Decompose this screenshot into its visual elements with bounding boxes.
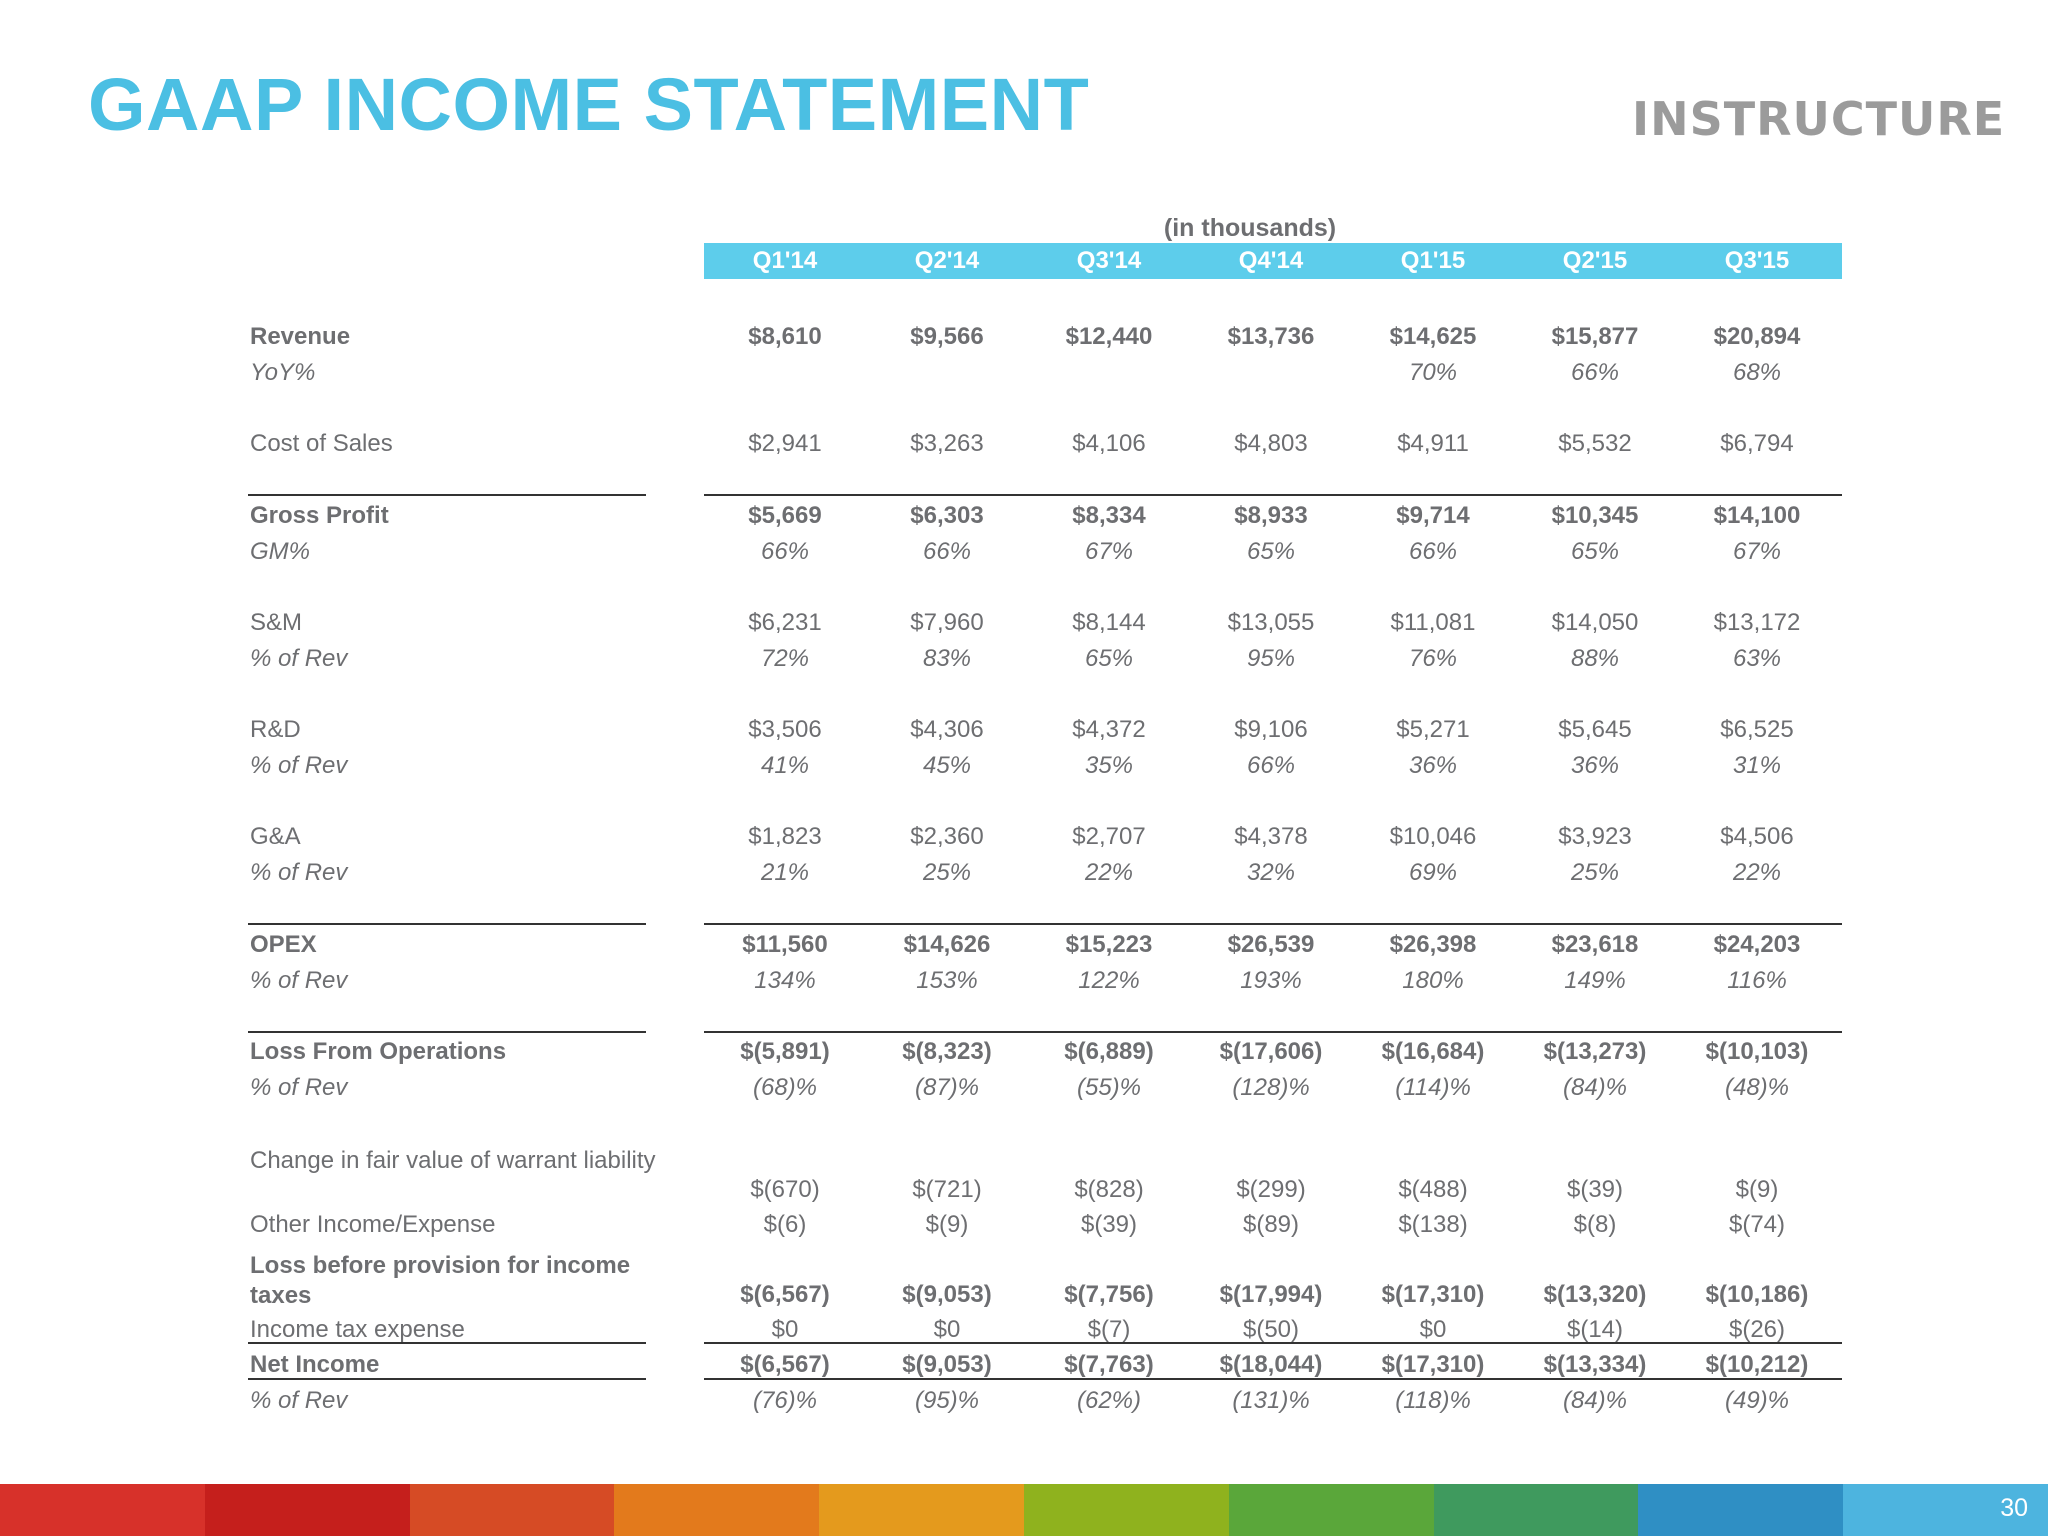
quarter-header: Q2'14 (914, 247, 980, 274)
cell-value: $0 (771, 1316, 799, 1343)
cell-value: $(10,186) (1705, 1281, 1809, 1308)
cell-value: $(6,567) (740, 1351, 830, 1378)
row-revenue (0, 321, 2048, 353)
row-cost-of-sales (0, 428, 2048, 460)
cell-value: $(89) (1242, 1211, 1300, 1238)
row-loss-from-operations (0, 1036, 2048, 1068)
row-label: G&A (250, 823, 301, 850)
cell-value: $(7) (1087, 1316, 1131, 1343)
row-label: Cost of Sales (250, 430, 393, 457)
footer-color-segment (1434, 1484, 1640, 1536)
cell-value: 83% (922, 645, 972, 672)
cell-value: 76% (1408, 645, 1458, 672)
cell-value: $9,714 (1396, 502, 1470, 529)
cell-value: (48)% (1724, 1074, 1790, 1101)
row-ga (0, 821, 2048, 853)
cell-value: $(488) (1398, 1176, 1468, 1203)
cell-value: $(13,334) (1543, 1351, 1647, 1378)
cell-value: (68)% (752, 1074, 818, 1101)
cell-value: $4,106 (1072, 430, 1146, 457)
cell-value: $(5,891) (740, 1038, 830, 1065)
cell-value: $4,803 (1234, 430, 1308, 457)
cell-value: $12,440 (1065, 323, 1153, 350)
cell-value: $10,345 (1551, 502, 1639, 529)
cell-value: $(39) (1566, 1176, 1624, 1203)
cell-value: 45% (922, 752, 972, 779)
cell-value: $(9,053) (902, 1351, 992, 1378)
cell-value: $23,618 (1551, 931, 1639, 958)
row-warrant-liability (0, 1147, 2048, 1206)
cell-value: (128)% (1232, 1074, 1310, 1101)
cell-value: 153% (916, 967, 978, 994)
footer-color-segment (1229, 1484, 1435, 1536)
cell-value: 67% (1732, 538, 1782, 565)
quarter-header: Q2'15 (1562, 247, 1628, 274)
cell-value: $(17,310) (1381, 1281, 1485, 1308)
cell-value: 66% (1408, 538, 1458, 565)
cell-value: (131)% (1232, 1387, 1310, 1414)
cell-value: 116% (1727, 967, 1787, 994)
row-label: Net Income (250, 1351, 380, 1378)
cell-value: $2,707 (1072, 823, 1146, 850)
cell-value: $4,306 (910, 716, 984, 743)
cell-value: $(26) (1728, 1316, 1786, 1343)
cell-value: (118)% (1395, 1387, 1471, 1414)
cell-value: $11,081 (1390, 609, 1476, 636)
cell-value: 65% (1570, 538, 1620, 565)
footer-color-segment (0, 1484, 206, 1536)
cell-value: (87)% (914, 1074, 980, 1101)
cell-value: $(14) (1566, 1316, 1624, 1343)
cell-value: 25% (1570, 859, 1620, 886)
cell-value: $6,231 (748, 609, 822, 636)
cell-value: (95)% (914, 1387, 980, 1414)
cell-value: $(17,994) (1219, 1281, 1323, 1308)
cell-value: $(39) (1080, 1211, 1138, 1238)
cell-value: 95% (1246, 645, 1296, 672)
cell-value: 36% (1408, 752, 1458, 779)
quarter-header: Q4'14 (1238, 247, 1304, 274)
cell-value: $13,736 (1227, 323, 1315, 350)
cell-value: $14,625 (1389, 323, 1477, 350)
cell-value: $(13,320) (1543, 1281, 1647, 1308)
row-label: % of Rev (250, 967, 348, 994)
row-label: % of Rev (250, 645, 348, 672)
quarter-header: Q1'15 (1400, 247, 1466, 274)
row-rd (0, 714, 2048, 746)
cell-value: $(828) (1074, 1176, 1144, 1203)
unit-note: (in thousands) (1163, 214, 1337, 242)
row-yoy-pct (0, 357, 2048, 389)
cell-value: $15,877 (1551, 323, 1639, 350)
cell-value: 63% (1732, 645, 1782, 672)
row-gross-profit (0, 500, 2048, 532)
cell-value: $(9) (1735, 1176, 1779, 1203)
table-divider (248, 1342, 646, 1344)
quarter-header: Q3'15 (1724, 247, 1790, 274)
footer-color-segment (819, 1484, 1025, 1536)
cell-value: $26,398 (1389, 931, 1477, 958)
cell-value: (76)% (752, 1387, 818, 1414)
cell-value: $5,271 (1396, 716, 1470, 743)
cell-value: $(138) (1398, 1211, 1468, 1238)
row-label: OPEX (250, 931, 317, 958)
cell-value: 66% (922, 538, 972, 565)
cell-value: $26,539 (1227, 931, 1315, 958)
cell-value: $8,144 (1072, 609, 1146, 636)
cell-value: $6,525 (1720, 716, 1794, 743)
instructure-logo: INSTRUCTURE (1632, 92, 2006, 146)
cell-value: 68% (1732, 359, 1782, 386)
cell-value: $(17,606) (1219, 1038, 1323, 1065)
cell-value: 35% (1084, 752, 1134, 779)
cell-value: $14,626 (903, 931, 991, 958)
cell-value: $1,823 (748, 823, 822, 850)
table-divider (704, 494, 1842, 496)
row-label: Gross Profit (250, 502, 389, 529)
table-divider (704, 1031, 1842, 1033)
cell-value: 65% (1084, 645, 1134, 672)
cell-value: $(9,053) (902, 1281, 992, 1308)
row-label: Loss From Operations (250, 1038, 507, 1065)
row-label: Other Income/Expense (250, 1211, 496, 1238)
cell-value: $(50) (1242, 1316, 1300, 1343)
row-net-income (0, 1349, 2048, 1381)
cell-value: $(6) (763, 1211, 807, 1238)
cell-value: $0 (1419, 1316, 1447, 1343)
cell-value: (84)% (1562, 1387, 1628, 1414)
cell-value: (84)% (1562, 1074, 1628, 1101)
row-other-income-expense (0, 1209, 2048, 1241)
table-divider (704, 923, 1842, 925)
cell-value: $(721) (912, 1176, 982, 1203)
cell-value: $(9) (925, 1211, 969, 1238)
cell-value: $4,372 (1072, 716, 1146, 743)
cell-value: 66% (1246, 752, 1296, 779)
quarter-header: Q3'14 (1076, 247, 1142, 274)
cell-value: 149% (1564, 967, 1626, 994)
table-divider (248, 494, 646, 496)
footer-color-segment (410, 1484, 616, 1536)
table-divider (704, 1342, 1842, 1344)
row-opex-pct-of-rev (0, 965, 2048, 997)
cell-value: (114)% (1395, 1074, 1471, 1101)
cell-value: 32% (1246, 859, 1296, 886)
cell-value: 67% (1084, 538, 1134, 565)
cell-value: 69% (1408, 859, 1458, 886)
footer-color-band (0, 1484, 2048, 1536)
cell-value: 22% (1084, 859, 1134, 886)
cell-value: $24,203 (1713, 931, 1801, 958)
cell-value: 122% (1078, 967, 1140, 994)
footer-color-segment (205, 1484, 411, 1536)
cell-value: $15,223 (1065, 931, 1153, 958)
cell-value: $(6,567) (740, 1281, 830, 1308)
cell-value: $(8,323) (902, 1038, 992, 1065)
cell-value: $8,334 (1072, 502, 1146, 529)
cell-value: $7,960 (910, 609, 984, 636)
cell-value: $3,506 (748, 716, 822, 743)
cell-value: $(74) (1728, 1211, 1786, 1238)
cell-value: $(13,273) (1543, 1038, 1647, 1065)
cell-value: 180% (1402, 967, 1464, 994)
cell-value: 65% (1246, 538, 1296, 565)
cell-value: $(6,889) (1064, 1038, 1154, 1065)
row-label: Revenue (250, 323, 351, 350)
cell-value: 66% (1570, 359, 1620, 386)
row-sm (0, 607, 2048, 639)
row-label: YoY% (250, 359, 316, 386)
cell-value: $20,894 (1713, 323, 1801, 350)
cell-value: 31% (1732, 752, 1782, 779)
cell-value: $2,360 (910, 823, 984, 850)
footer-color-segment (1638, 1484, 1844, 1536)
row-sm-pct-of-rev (0, 643, 2048, 675)
cell-value: $3,923 (1558, 823, 1632, 850)
footer-color-segment (614, 1484, 820, 1536)
table-divider (704, 1378, 1842, 1380)
cell-value: $(8) (1573, 1211, 1617, 1238)
cell-value: (62%) (1076, 1387, 1142, 1414)
cell-value: $14,050 (1551, 609, 1639, 636)
cell-value: (49)% (1724, 1387, 1790, 1414)
row-ga-pct-of-rev (0, 857, 2048, 889)
row-label: R&D (250, 716, 301, 743)
cell-value: $14,100 (1713, 502, 1801, 529)
footer-color-segment (1024, 1484, 1230, 1536)
row-loss-ops-pct-of-rev (0, 1072, 2048, 1104)
cell-value: $3,263 (910, 430, 984, 457)
cell-value: $0 (933, 1316, 961, 1343)
cell-value: $(7,756) (1064, 1281, 1154, 1308)
row-label: % of Rev (250, 859, 348, 886)
cell-value: $(10,103) (1705, 1038, 1809, 1065)
cell-value: $9,106 (1234, 716, 1308, 743)
cell-value: $8,610 (748, 323, 822, 350)
table-divider (248, 1378, 646, 1380)
cell-value: $13,172 (1713, 609, 1801, 636)
cell-value: $6,794 (1720, 430, 1794, 457)
cell-value: 41% (760, 752, 810, 779)
cell-value: $5,532 (1558, 430, 1632, 457)
table-divider (248, 923, 646, 925)
cell-value: $10,046 (1389, 823, 1477, 850)
cell-value: $8,933 (1234, 502, 1308, 529)
cell-value: 70% (1408, 359, 1458, 386)
cell-value: 72% (760, 645, 810, 672)
cell-value: $4,378 (1234, 823, 1308, 850)
cell-value: $(10,212) (1705, 1351, 1809, 1378)
cell-value: 193% (1240, 967, 1302, 994)
cell-value: $9,566 (910, 323, 984, 350)
cell-value: 21% (760, 859, 810, 886)
cell-value: $11,560 (742, 931, 828, 958)
cell-value: $(299) (1236, 1176, 1306, 1203)
cell-value: 22% (1732, 859, 1782, 886)
row-label: Loss before provision for income taxes (250, 1252, 631, 1309)
cell-value: 88% (1570, 645, 1620, 672)
cell-value: $(670) (750, 1176, 820, 1203)
cell-value: 25% (922, 859, 972, 886)
page-number: 30 (2000, 1494, 2028, 1522)
row-label: Income tax expense (250, 1316, 465, 1343)
cell-value: $2,941 (748, 430, 822, 457)
row-label: GM% (250, 538, 310, 565)
cell-value: $(18,044) (1219, 1351, 1323, 1378)
cell-value: $(17,310) (1381, 1351, 1485, 1378)
cell-value: 134% (754, 967, 816, 994)
cell-value: $5,669 (748, 502, 822, 529)
cell-value: $13,055 (1227, 609, 1315, 636)
row-label: Change in fair value of warrant liability (250, 1147, 656, 1174)
cell-value: $4,911 (1397, 430, 1469, 457)
quarter-header-bar (704, 243, 1842, 279)
row-gm-pct (0, 536, 2048, 568)
row-opex (0, 929, 2048, 961)
quarter-header: Q1'14 (752, 247, 818, 274)
table-divider (248, 1031, 646, 1033)
cell-value: $4,506 (1720, 823, 1794, 850)
row-label: % of Rev (250, 1387, 348, 1414)
cell-value: $6,303 (910, 502, 984, 529)
row-rd-pct-of-rev (0, 750, 2048, 782)
row-label: % of Rev (250, 752, 348, 779)
cell-value: 66% (760, 538, 810, 565)
cell-value: 36% (1570, 752, 1620, 779)
cell-value: $5,645 (1558, 716, 1632, 743)
cell-value: $(7,763) (1064, 1351, 1154, 1378)
row-net-income-pct-of-rev (0, 1385, 2048, 1417)
cell-value: (55)% (1076, 1074, 1142, 1101)
slide-title: GAAP INCOME STATEMENT (88, 63, 1090, 146)
cell-value: $(16,684) (1381, 1038, 1485, 1065)
row-label: S&M (250, 609, 303, 636)
row-label: % of Rev (250, 1074, 348, 1101)
row-loss-before-taxes (0, 1252, 2048, 1311)
